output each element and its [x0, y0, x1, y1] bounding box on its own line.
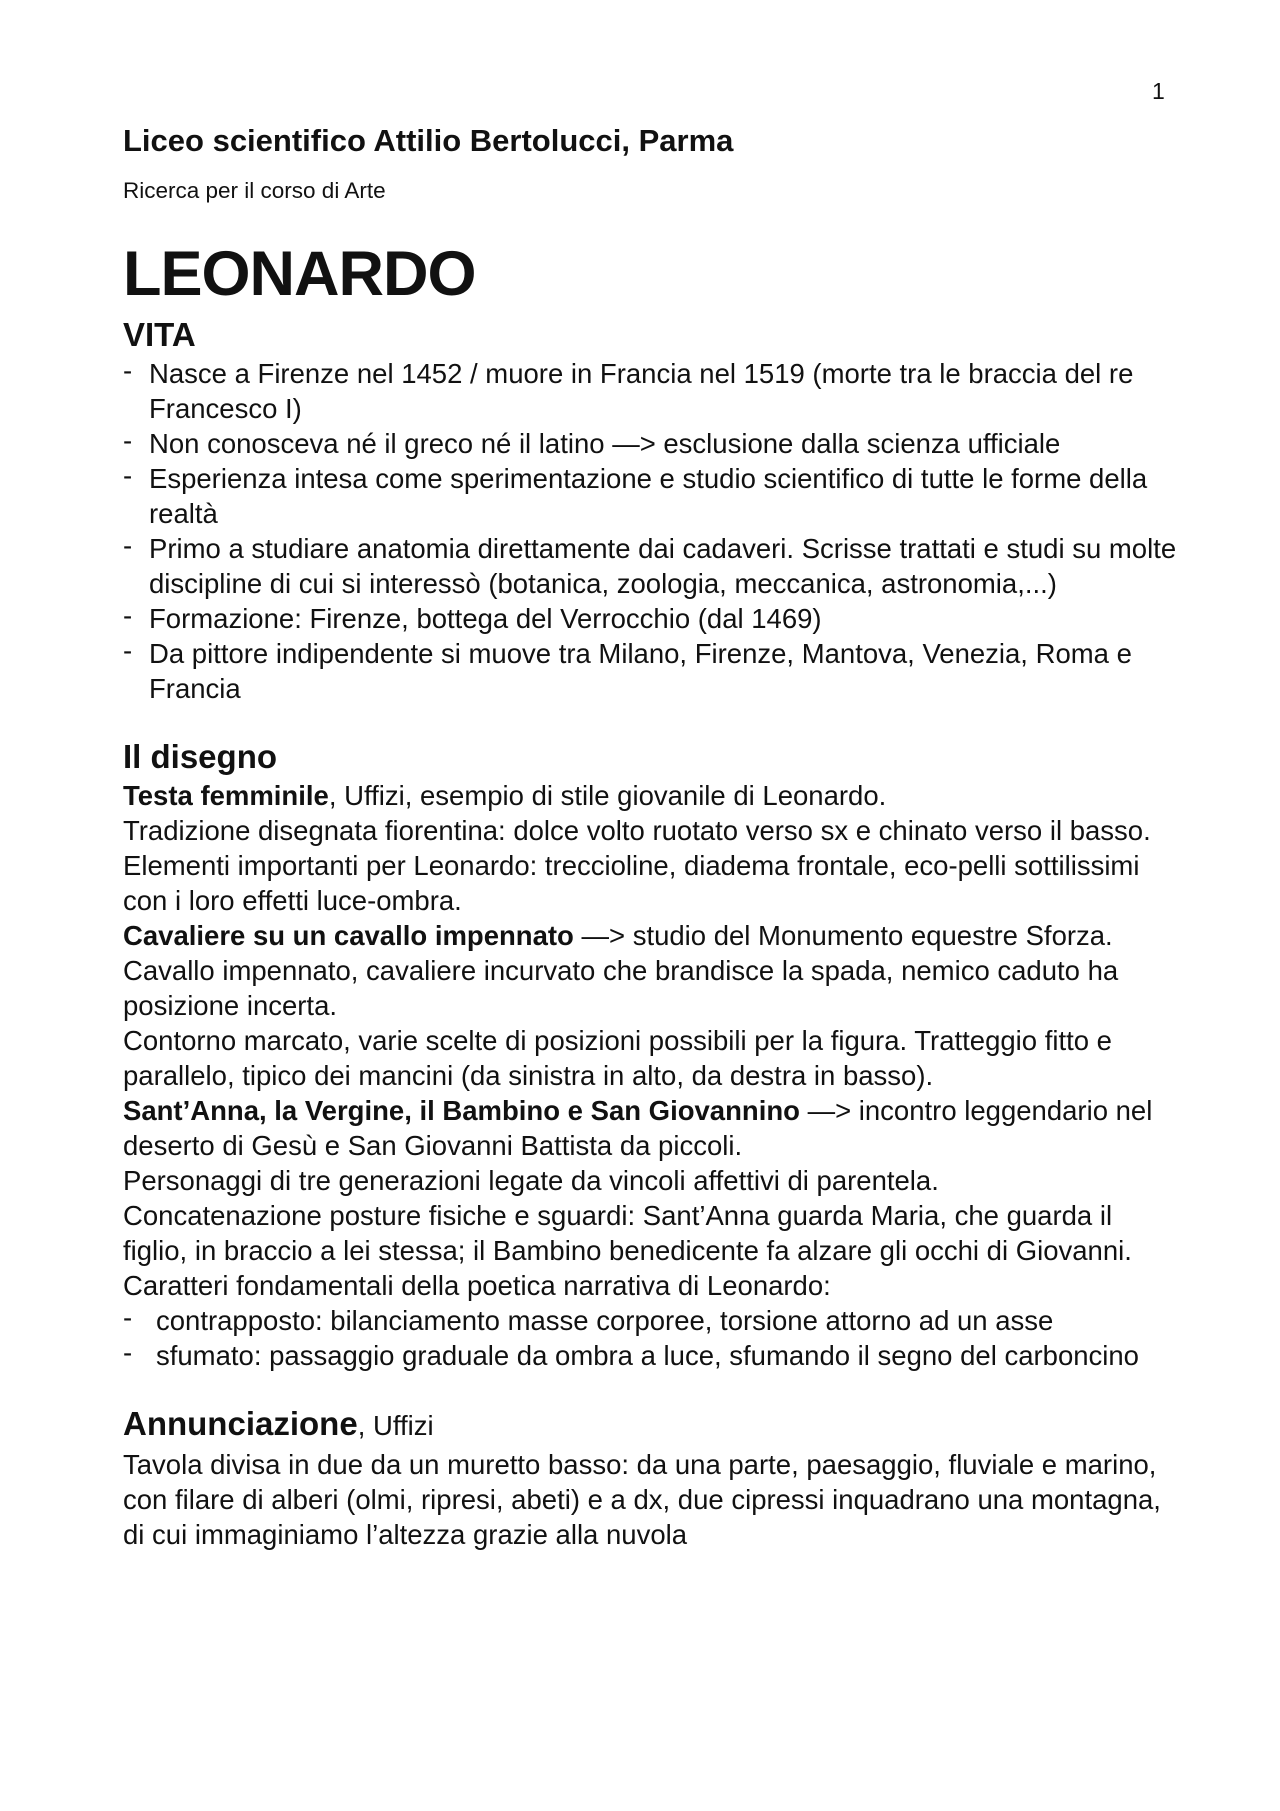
vita-list — [123, 356, 1183, 706]
artwork-title: Cavaliere su un cavallo impennato — [123, 920, 574, 951]
artwork-title: Annunciazione — [123, 1405, 358, 1442]
paragraph-cavaliere — [123, 918, 1183, 1023]
artwork-title: Sant’Anna, la Vergine, il Bambino e San Giovannino — [123, 1095, 800, 1126]
paragraph-contorno: Contorno marcato, varie scelte di posizioni possibili per la figura. Tratteggio fitto e parallelo, tipico dei mancini (da sinistra in alto, da destra in basso). — [123, 1025, 1112, 1091]
paragraph-text: , Uffizi, esempio di stile giovanile di Leonardo. — [328, 780, 887, 811]
paragraph-tradizione: Tradizione disegnata fiorentina: dolce volto ruotato verso sx e chinato verso il basso. Elementi importanti per Leonardo: treccioline, diadema frontale, eco-pelli sottilissimi con i loro effetti luce-ombra. — [123, 815, 1151, 916]
list-item: - Formazione: Firenze, bottega del Verrocchio (dal 1469) — [123, 601, 1183, 636]
list-item: - contrapposto: bilanciamento masse corporee, torsione attorno ad un asse — [123, 1303, 1183, 1338]
paragraph-text: —> incontro leggendario nel deserto di Gesù e San Giovanni Battista da piccoli. — [123, 1095, 1153, 1161]
paragraph-santanna — [123, 1093, 1183, 1163]
artwork-title: Testa femminile — [123, 780, 329, 811]
document-body — [123, 122, 1183, 1552]
paragraph-annunciazione: Tavola divisa in due da un muretto basso: da una parte, paesaggio, fluviale e marino, con filare di alberi (olmi, ripresi, abeti) e a dx, due cipressi inquadrano una montagna, di cui immaginiamo l’altezza grazie alla nuvola — [123, 1449, 1161, 1550]
document-subtitle: Ricerca per il corso di Arte — [123, 178, 386, 203]
caratteri-list — [123, 1303, 1183, 1373]
section-heading-annunciazione — [123, 1403, 1183, 1447]
paragraph-text: —> studio del Monumento equestre Sforza. Cavallo impennato, cavaliere incurvato che brandisce la spada, nemico caduto ha posizione incerta. — [123, 920, 1119, 1021]
school-name: Liceo scientifico Attilio Bertolucci, Parma — [123, 123, 734, 158]
section-heading-disegno: Il disegno — [123, 738, 278, 775]
page-title: LEONARDO — [123, 239, 476, 309]
section-heading-vita: VITA — [123, 316, 196, 353]
list-item: - Esperienza intesa come sperimentazione e studio scientifico di tutte le forme della realtà — [123, 461, 1183, 531]
list-item: - Da pittore indipendente si muove tra Milano, Firenze, Mantova, Venezia, Roma e Francia — [123, 636, 1183, 706]
list-item: - Nasce a Firenze nel 1452 / muore in Francia nel 1519 (morte tra le braccia del re Francesco I) — [123, 356, 1183, 426]
page-number: 1 — [1152, 78, 1165, 104]
list-item: - Non conosceva né il greco né il latino —> esclusione dalla scienza ufficiale — [123, 426, 1183, 461]
paragraph-concatenazione: Concatenazione posture fisiche e sguardi: Sant’Anna guarda Maria, che guarda il figlio, in braccio a lei stessa; il Bambino benedicente fa alzare gli occhi di Giovanni. — [123, 1200, 1132, 1266]
list-item: - Primo a studiare anatomia direttamente dai cadaveri. Scrisse trattati e studi su molte discipline di cui si interessò (botanica, zoologia, meccanica, astronomia,...) — [123, 531, 1183, 601]
paragraph-caratteri: Caratteri fondamentali della poetica narrativa di Leonardo: — [123, 1270, 831, 1301]
paragraph-testa — [123, 778, 1183, 813]
list-item: - sfumato: passaggio graduale da ombra a luce, sfumando il segno del carboncino — [123, 1338, 1183, 1373]
heading-suffix: , Uffizi — [357, 1410, 434, 1441]
paragraph-personaggi: Personaggi di tre generazioni legate da vincoli affettivi di parentela. — [123, 1165, 939, 1196]
